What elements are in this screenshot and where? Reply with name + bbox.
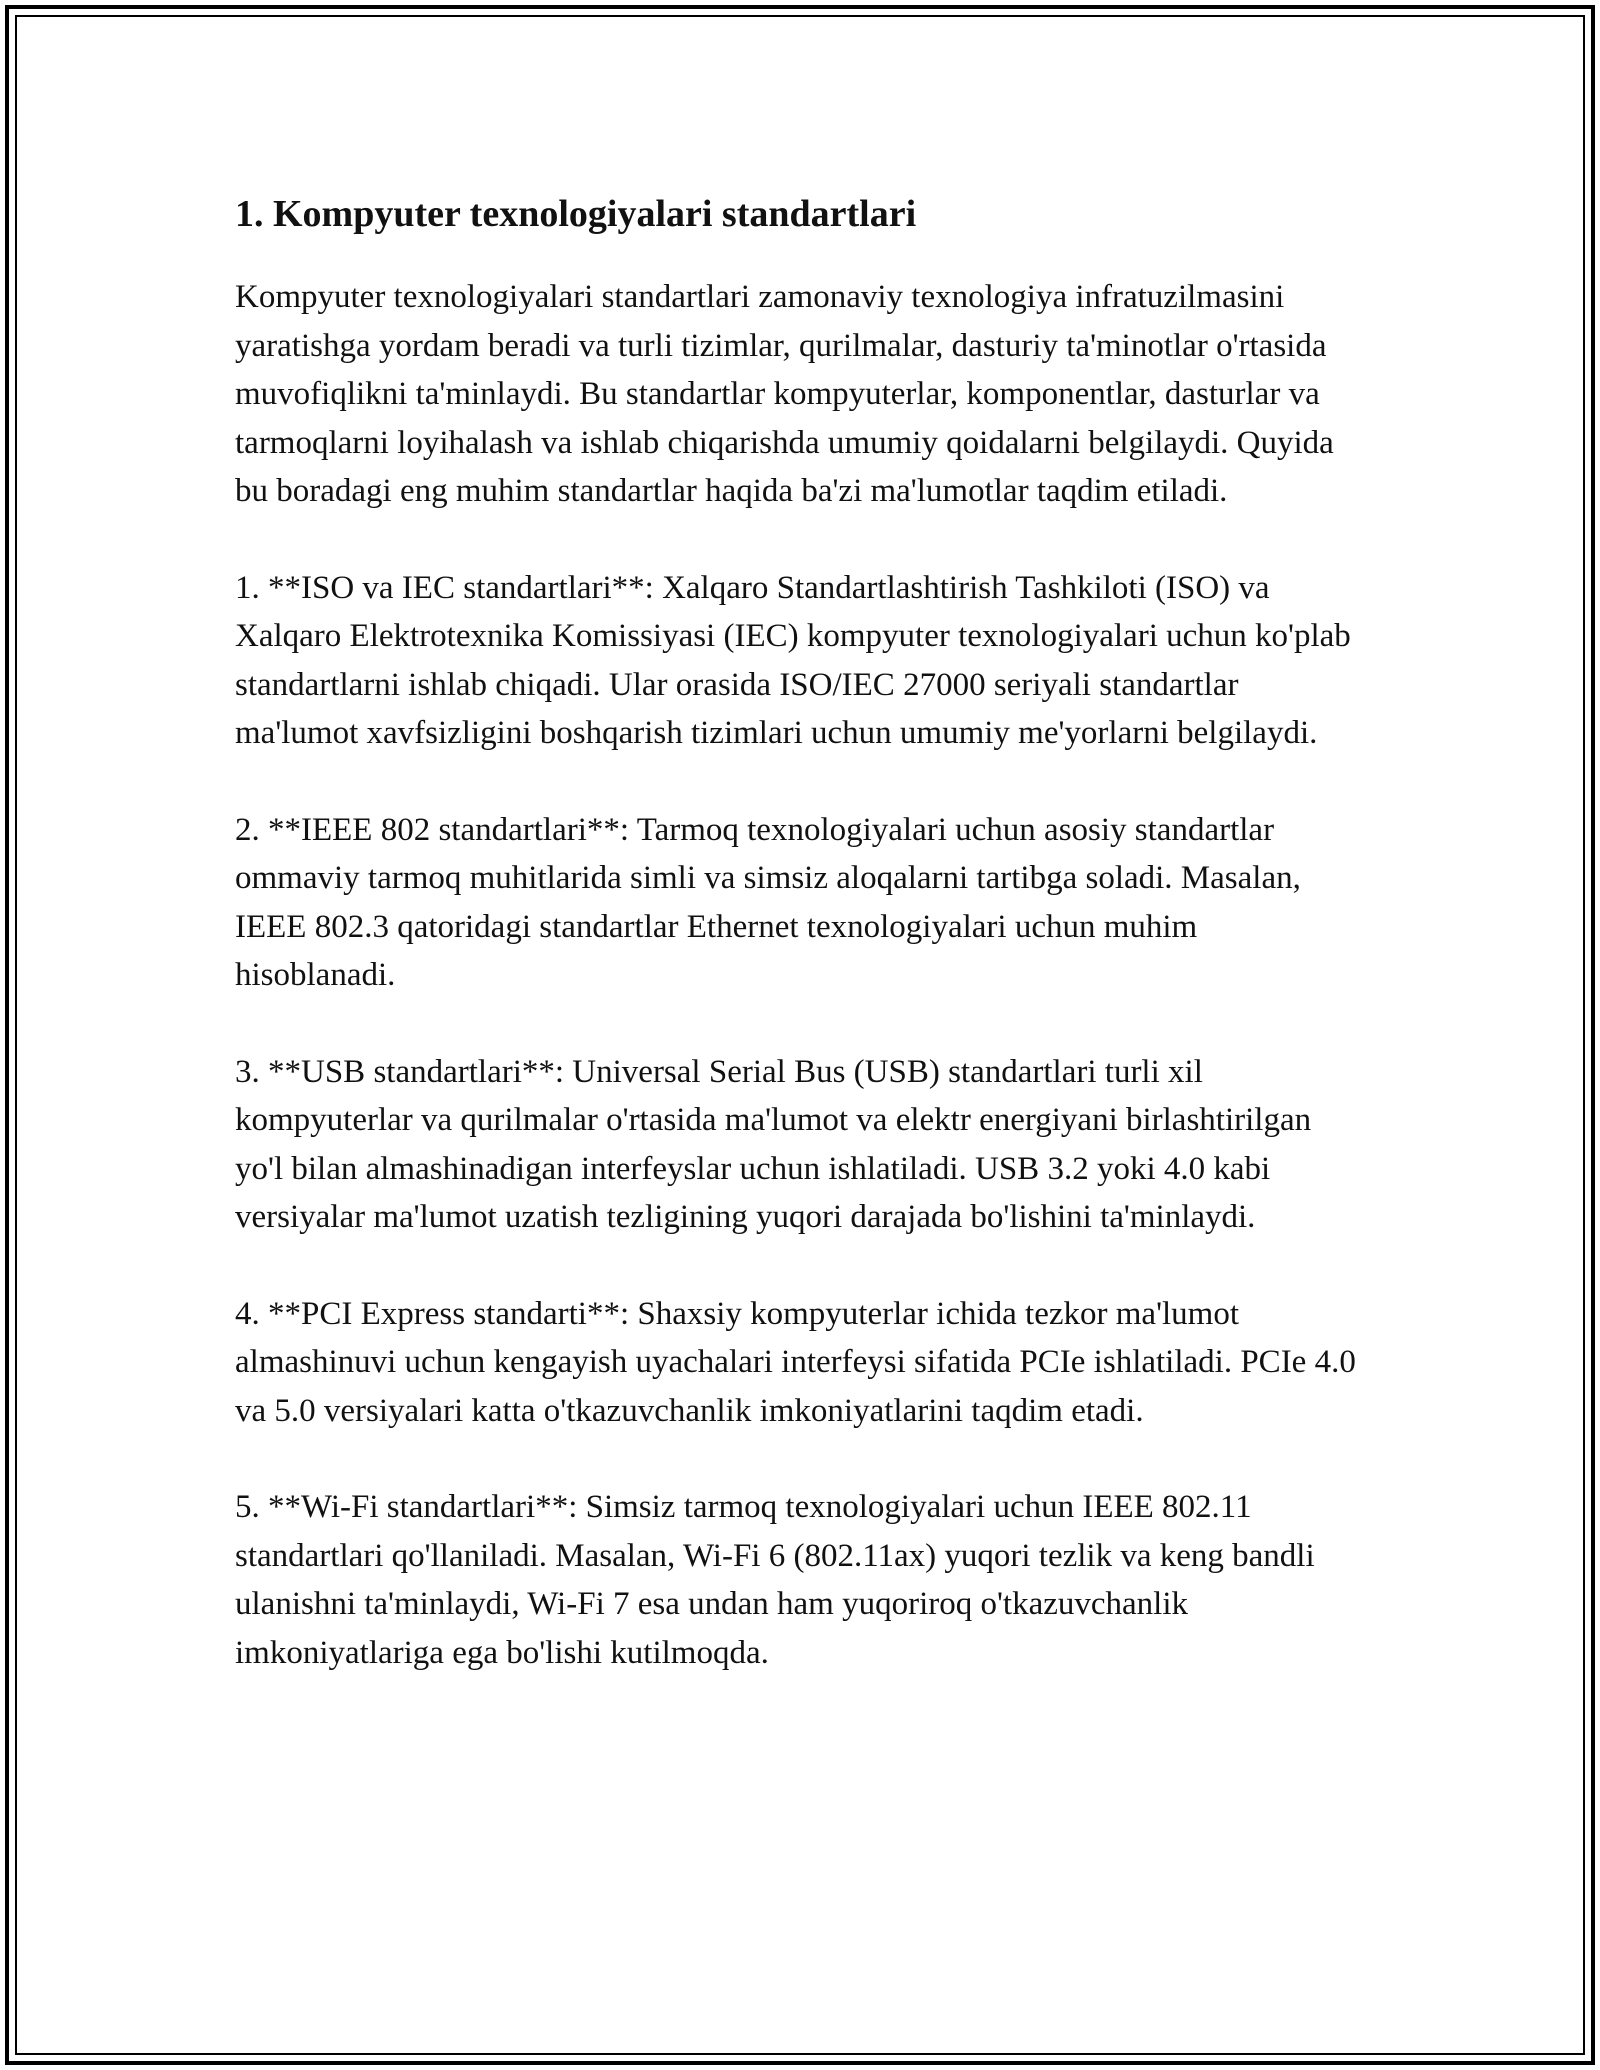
list-item-usb: 3. **USB standartlari**: Universal Serial Bus (USB) standartlari turli xil kompyuterlar va qurilmalar o'rtasida ma'lumot va elektr energiyani birlashtirilgan yo'l bilan almashinadigan interfeyslar uchun ishlatiladi. USB 3.2 yoki 4.0 kabi versiyalar ma'lumot uzatish tezligining yuqori darajada bo'lishini ta'minlaydi. [235, 1053, 1312, 1235]
list-item-iso-iec: 1. **ISO va IEC standartlari**: Xalqaro Standartlashtirish Tashkiloti (ISO) va Xalqaro Elektrotexnika Komissiyasi (IEC) kompyuter texnologiyalari uchun ko'plab standartlarni ishlab chiqadi. Ular orasida ISO/IEC 27000 seriyali standartlar ma'lumot xavfsizligini boshqarish tizimlari uchun umumiy me'yorlarni belgilaydi. [235, 569, 1351, 751]
list-item-wifi: 5. **Wi-Fi standartlari**: Simsiz tarmoq texnologiyalari uchun IEEE 802.11 standartlari qo'llaniladi. Masalan, Wi-Fi 6 (802.11ax) yuqori tezlik va keng bandli ulanishni ta'minlaydi, Wi-Fi 7 esa undan ham yuqoriroq o'tkazuvchanlik imkoniyatlariga ega bo'lishi kutilmoqda. [235, 1489, 1315, 1671]
list-item-ieee-802: 2. **IEEE 802 standartlari**: Tarmoq texnologiyalari uchun asosiy standartlar ommaviy tarmoq muhitlarida simli va simsiz aloqalarni tartibga soladi. Masalan, IEEE 802.3 qatoridagi standartlar Ethernet texnologiyalari uchun muhim hisoblanadi. [235, 811, 1301, 993]
section-heading: 1. Kompyuter texnologiyalari standartlari [235, 193, 917, 235]
list-item-pci-express: 4. **PCI Express standarti**: Shaxsiy kompyuterlar ichida tezkor ma'lumot almashinuvi uchun kengayish uyachalari interfeysi sifatida PCIe ishlatiladi. PCIe 4.0 va 5.0 versiyalari katta o'tkazuvchanlik imkoniyatlarini taqdim etadi. [235, 1295, 1356, 1429]
intro-paragraph: Kompyuter texnologiyalari standartlari zamonaviy texnologiya infratuzilmasini yaratishga yordam beradi va turli tizimlar, qurilmalar, dasturiy ta'minotlar o'rtasida muvofiqlikni ta'minlaydi. Bu standartlar kompyuterlar, komponentlar, dasturlar va tarmoqlarni loyihalash va ishlab chiqarishda umumiy qoidalarni belgilaydi. Quyida bu boradagi eng muhim standartlar haqida ba'zi ma'lumotlar taqdim etiladi. [235, 279, 1334, 509]
document-body [235, 185, 1365, 1725]
